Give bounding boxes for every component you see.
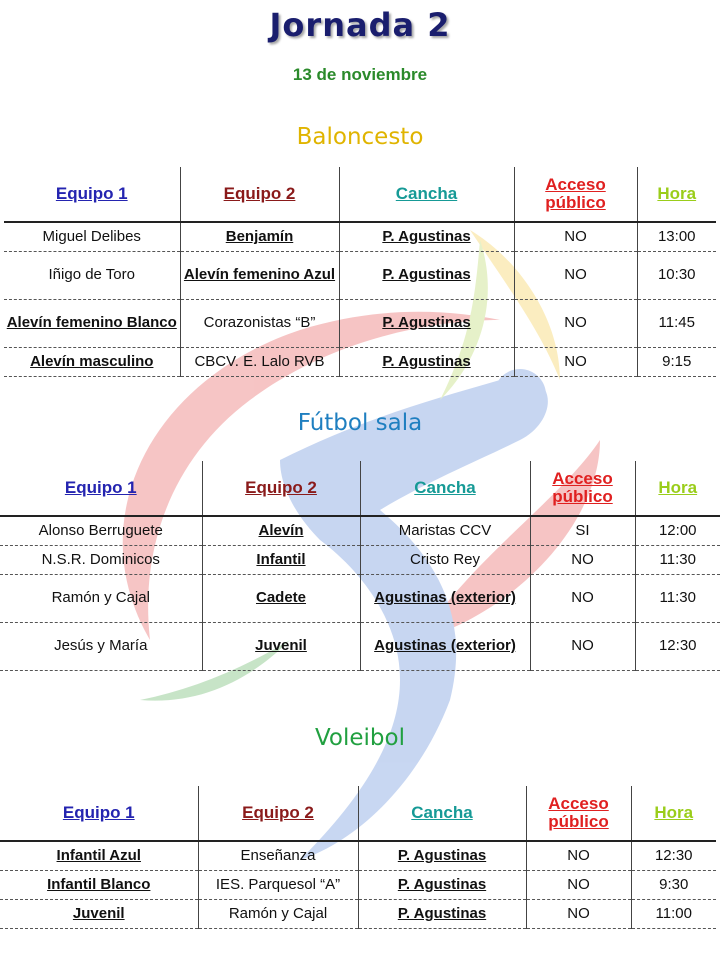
cell-equipo1: Miguel Delibes bbox=[4, 222, 180, 251]
cell-equipo1: Alevín femenino Blanco bbox=[4, 299, 180, 347]
page-title: Jornada 2 bbox=[269, 6, 451, 44]
cell-equipo2: Alevín bbox=[202, 516, 360, 545]
header-cancha: Cancha bbox=[339, 167, 514, 222]
cell-hora: 9:30 bbox=[631, 870, 716, 899]
table-row bbox=[0, 899, 716, 928]
cell-equipo2: Enseñanza bbox=[198, 841, 358, 870]
section-title-voleibol: Voleibol bbox=[314, 725, 405, 751]
cell-equipo1: Juvenil bbox=[0, 899, 198, 928]
cell-acceso: NO bbox=[514, 222, 637, 251]
cell-hora: 11:30 bbox=[635, 574, 720, 622]
cell-hora: 13:00 bbox=[637, 222, 716, 251]
cell-cancha: P. Agustinas bbox=[339, 299, 514, 347]
table-row bbox=[0, 622, 720, 670]
cell-acceso: NO bbox=[530, 574, 635, 622]
cell-hora: 12:00 bbox=[635, 516, 720, 545]
cell-acceso: NO bbox=[514, 299, 637, 347]
cell-equipo2: Juvenil bbox=[202, 622, 360, 670]
cell-equipo2: Benjamín bbox=[180, 222, 339, 251]
header-hora: Hora bbox=[637, 167, 716, 222]
cell-cancha: P. Agustinas bbox=[339, 251, 514, 299]
header-cancha: Cancha bbox=[358, 786, 526, 841]
cell-hora: 11:45 bbox=[637, 299, 716, 347]
cell-equipo1: Infantil Azul bbox=[0, 841, 198, 870]
table-row bbox=[4, 222, 716, 251]
cell-hora: 11:30 bbox=[635, 545, 720, 574]
cell-cancha: P. Agustinas bbox=[339, 347, 514, 376]
cell-equipo2: Corazonistas “B” bbox=[180, 299, 339, 347]
header-equipo2: Equipo 2 bbox=[198, 786, 358, 841]
header-equipo2: Equipo 2 bbox=[202, 461, 360, 516]
section-title-baloncesto: Baloncesto bbox=[296, 124, 424, 150]
cell-acceso: NO bbox=[526, 899, 631, 928]
cell-equipo2: Cadete bbox=[202, 574, 360, 622]
cell-equipo1: Alevín masculino bbox=[4, 347, 180, 376]
header-acceso: Acceso público bbox=[526, 786, 631, 841]
cell-acceso: NO bbox=[530, 622, 635, 670]
cell-equipo2: Ramón y Cajal bbox=[198, 899, 358, 928]
header-cancha: Cancha bbox=[360, 461, 530, 516]
schedule-table-baloncesto bbox=[4, 167, 716, 377]
table-row bbox=[4, 299, 716, 347]
header-equipo2: Equipo 2 bbox=[180, 167, 339, 222]
date-label: 13 de noviembre bbox=[292, 65, 428, 84]
table-row bbox=[4, 251, 716, 299]
cell-cancha: Agustinas (exterior) bbox=[360, 574, 530, 622]
table-row bbox=[0, 841, 716, 870]
cell-equipo1: Ramón y Cajal bbox=[0, 574, 202, 622]
schedule-table-voleibol bbox=[0, 786, 716, 929]
cell-equipo1: Iñigo de Toro bbox=[4, 251, 180, 299]
header-hora: Hora bbox=[631, 786, 716, 841]
cell-equipo2: Infantil bbox=[202, 545, 360, 574]
header-acceso: Acceso público bbox=[514, 167, 637, 222]
cell-equipo1: N.S.R. Dominicos bbox=[0, 545, 202, 574]
cell-acceso: SI bbox=[530, 516, 635, 545]
cell-equipo2: CBCV. E. Lalo RVB bbox=[180, 347, 339, 376]
cell-cancha: Cristo Rey bbox=[360, 545, 530, 574]
cell-hora: 12:30 bbox=[631, 841, 716, 870]
cell-hora: 11:00 bbox=[631, 899, 716, 928]
cell-cancha: P. Agustinas bbox=[358, 899, 526, 928]
header-equipo1: Equipo 1 bbox=[0, 461, 202, 516]
table-row bbox=[4, 347, 716, 376]
cell-cancha: Agustinas (exterior) bbox=[360, 622, 530, 670]
table-row bbox=[0, 516, 720, 545]
header-equipo1: Equipo 1 bbox=[0, 786, 198, 841]
cell-hora: 12:30 bbox=[635, 622, 720, 670]
cell-hora: 10:30 bbox=[637, 251, 716, 299]
header-acceso: Acceso público bbox=[530, 461, 635, 516]
cell-equipo1: Infantil Blanco bbox=[0, 870, 198, 899]
cell-acceso: NO bbox=[526, 841, 631, 870]
cell-acceso: NO bbox=[514, 251, 637, 299]
section-title-futbol-sala: Fútbol sala bbox=[297, 410, 423, 436]
cell-cancha: P. Agustinas bbox=[358, 841, 526, 870]
cell-equipo1: Jesús y María bbox=[0, 622, 202, 670]
table-row bbox=[0, 545, 720, 574]
cell-equipo2: IES. Parquesol “A” bbox=[198, 870, 358, 899]
table-row bbox=[0, 574, 720, 622]
header-hora: Hora bbox=[635, 461, 720, 516]
cell-acceso: NO bbox=[514, 347, 637, 376]
cell-equipo1: Alonso Berruguete bbox=[0, 516, 202, 545]
cell-acceso: NO bbox=[530, 545, 635, 574]
table-row bbox=[0, 870, 716, 899]
cell-cancha: P. Agustinas bbox=[358, 870, 526, 899]
cell-acceso: NO bbox=[526, 870, 631, 899]
cell-equipo2: Alevín femenino Azul bbox=[180, 251, 339, 299]
cell-hora: 9:15 bbox=[637, 347, 716, 376]
cell-cancha: P. Agustinas bbox=[339, 222, 514, 251]
schedule-table-futbol-sala bbox=[0, 461, 720, 671]
header-equipo1: Equipo 1 bbox=[4, 167, 180, 222]
cell-cancha: Maristas CCV bbox=[360, 516, 530, 545]
